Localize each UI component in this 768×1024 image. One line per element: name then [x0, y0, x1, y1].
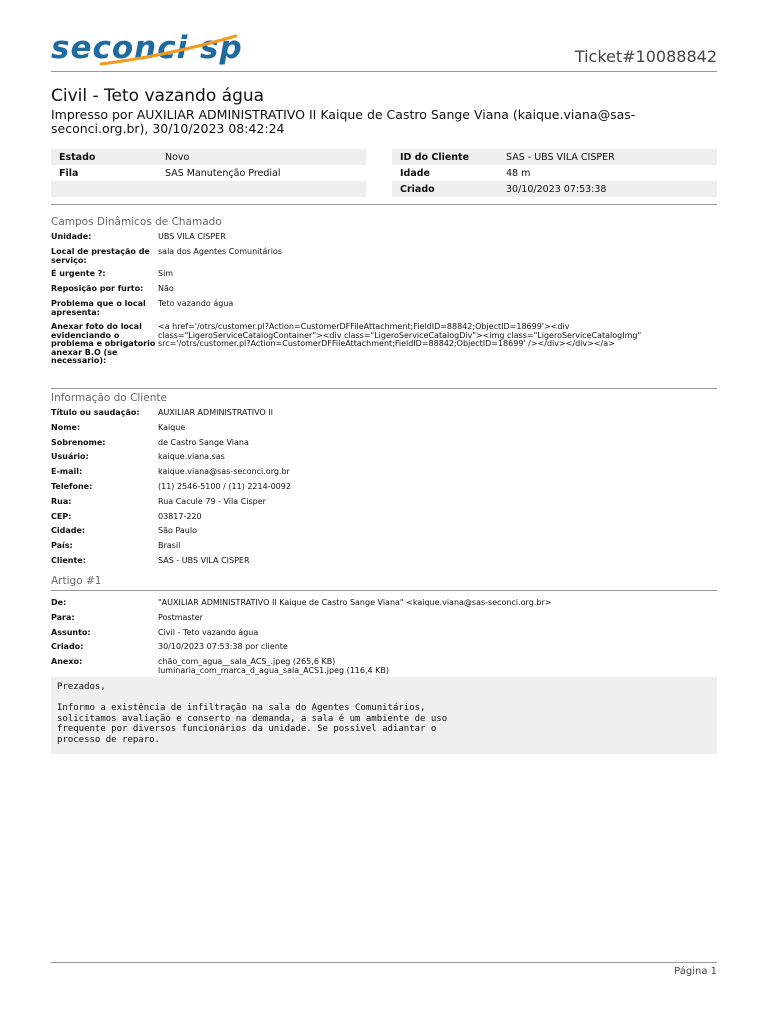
field-label: Problema que o local apresenta: [51, 299, 146, 317]
field-label: Reposição por furto: [51, 284, 144, 293]
field-label: E-mail: [51, 467, 83, 477]
ticket-number: Ticket#10088842 [574, 47, 717, 66]
field-label: Usuário: [51, 452, 89, 462]
field-label: CEP: [51, 511, 72, 521]
customer-info-heading: Informação do Cliente [51, 392, 167, 404]
field-row [51, 285, 717, 294]
field-row [51, 439, 717, 454]
field-label: País: [51, 541, 73, 551]
field-row [51, 270, 717, 279]
field-row [51, 527, 717, 542]
summary-label: Criado [400, 183, 435, 195]
logo-text: seconci sp [51, 30, 243, 66]
ticket-title: Civil - Teto vazando água [51, 86, 265, 106]
field-row [51, 599, 717, 614]
field-row [51, 248, 717, 265]
field-value: de Castro Sange Viana [158, 437, 249, 447]
summary-value: 30/10/2023 07:53:38 [506, 183, 607, 195]
summary-right [392, 149, 717, 197]
field-value: SAS - UBS VILA CISPER [158, 555, 250, 565]
summary-label: Fila [59, 167, 79, 179]
field-value: UBS VILA CISPER [158, 232, 226, 241]
summary-row [392, 165, 717, 181]
field-value: AUXILIAR ADMINISTRATIVO II [158, 408, 273, 417]
field-label: Anexar foto do local evidenciando o problema e obrigatorio anexar B.O (se necessario): [51, 322, 156, 366]
summary-label: ID do Cliente [400, 151, 470, 163]
footer-divider [51, 962, 717, 963]
customer-fields [51, 409, 717, 572]
header-divider [51, 71, 717, 72]
field-label: Assunto: [51, 627, 91, 637]
summary-row [392, 149, 717, 165]
article-fields [51, 599, 717, 675]
field-row [51, 468, 717, 483]
field-label: Título ou saudação: [51, 408, 140, 417]
field-value: Não [158, 284, 174, 293]
summary-row [51, 149, 366, 165]
field-label: Unidade: [51, 232, 92, 241]
field-value: Sim [158, 269, 174, 278]
field-label: Criado: [51, 642, 84, 652]
field-row [51, 483, 717, 498]
field-label: Nome: [51, 422, 81, 432]
field-label: Cidade: [51, 526, 86, 536]
field-value: "AUXILIAR ADMINISTRATIVO II Kaique de Castro Sange Viana" <kaique.viana@sas-seconci.org.br> [158, 598, 552, 607]
ticket-print-page [51, 0, 717, 1024]
field-row [51, 614, 717, 629]
summary-label: Estado [59, 151, 96, 163]
field-row [51, 424, 717, 439]
field-value: Postmaster [158, 612, 203, 622]
field-label: Telefone: [51, 481, 93, 491]
field-row [51, 629, 717, 644]
field-label: De: [51, 598, 67, 607]
field-label: Para: [51, 612, 75, 622]
summary-value: 48 m [506, 167, 531, 179]
field-row [51, 513, 717, 528]
field-label: Anexo: [51, 657, 83, 667]
article-heading: Artigo #1 [51, 575, 102, 587]
field-value: kaique.viana.sas [158, 452, 225, 462]
field-value: Teto vazando água [158, 299, 234, 308]
field-row [51, 300, 717, 317]
field-value: 30/10/2023 07:53:38 por cliente [158, 642, 288, 652]
section-divider [51, 590, 717, 591]
field-label: Cliente: [51, 555, 86, 565]
printed-by: Impresso por AUXILIAR ADMINISTRATIVO II Kaique de Castro Sange Viana (kaique.viana@sas-seconci.org.br), 30/10/2023 08:42:24 [51, 107, 636, 136]
field-label: Local de prestação de serviço: [51, 247, 150, 265]
seconci-sp-logo [51, 28, 271, 72]
field-row [51, 233, 226, 242]
page-number: Página 1 [674, 966, 717, 977]
field-value: 03817-220 [158, 511, 202, 521]
summary-value: SAS - UBS VILA CISPER [506, 151, 615, 163]
field-value: kaique.viana@sas-seconci.org.br [158, 467, 290, 477]
field-row [51, 498, 717, 513]
dynamic-fields-heading: Campos Dinâmicos de Chamado [51, 216, 222, 228]
field-row [51, 542, 717, 557]
field-value: sala dos Agentes Comunitários [158, 247, 282, 256]
field-row [51, 409, 717, 424]
field-value: Rua Cacule 79 - Vila Cisper [158, 496, 266, 506]
summary-label: Idade [400, 167, 430, 179]
summary-row [392, 181, 717, 197]
field-value: Civil - Teto vazando água [158, 627, 259, 637]
field-row [51, 658, 717, 675]
field-label: Sobrenome: [51, 437, 106, 447]
field-value: (11) 2546-5100 / (11) 2214-0092 [158, 481, 291, 491]
field-row [51, 323, 717, 366]
summary-value: SAS Manutenção Predial [165, 167, 281, 179]
field-value: Kaique [158, 422, 186, 432]
field-label: É urgente ?: [51, 269, 106, 278]
section-divider [51, 204, 717, 205]
summary-row [51, 165, 366, 181]
section-divider [51, 388, 717, 389]
summary-row-empty [51, 181, 366, 197]
attachments-list[interactable]: chão_com_agua__sala_ACS_.jpeg (265,6 KB) luminaria_com_marca_d_agua_sala_ACS1.jpeg (116,4 KB) [158, 657, 390, 675]
summary-value: Novo [165, 151, 190, 163]
field-row [51, 643, 717, 658]
field-row [51, 453, 717, 468]
field-value: <a href='/otrs/customer.pl?Action=CustomerDFFileAttachment;FieldID=88842;ObjectID=18699'><div class="LigeroServiceCatalogContainer"><div class="LigeroServiceCatalogDiv"><img class="LigeroServiceCatalogImg" src='/otrs/customer.pl?Action=CustomerDFFileAttachment;FieldID=88842;ObjectID=18699' /></div></div></a> [158, 322, 642, 349]
article-body: Prezados, Informo a existência de infiltração na sala do Agentes Comunitários, solicitamos avaliação e conserto na demanda, a sala é um ambiente de uso frequente por diversos funcionários da unidade. Se possivel adiantar o processo de reparo. [51, 677, 717, 754]
field-value: Brasil [158, 541, 181, 551]
field-value: São Paulo [158, 526, 197, 536]
field-row [51, 557, 717, 572]
summary-left [51, 149, 366, 197]
field-label: Rua: [51, 496, 72, 506]
